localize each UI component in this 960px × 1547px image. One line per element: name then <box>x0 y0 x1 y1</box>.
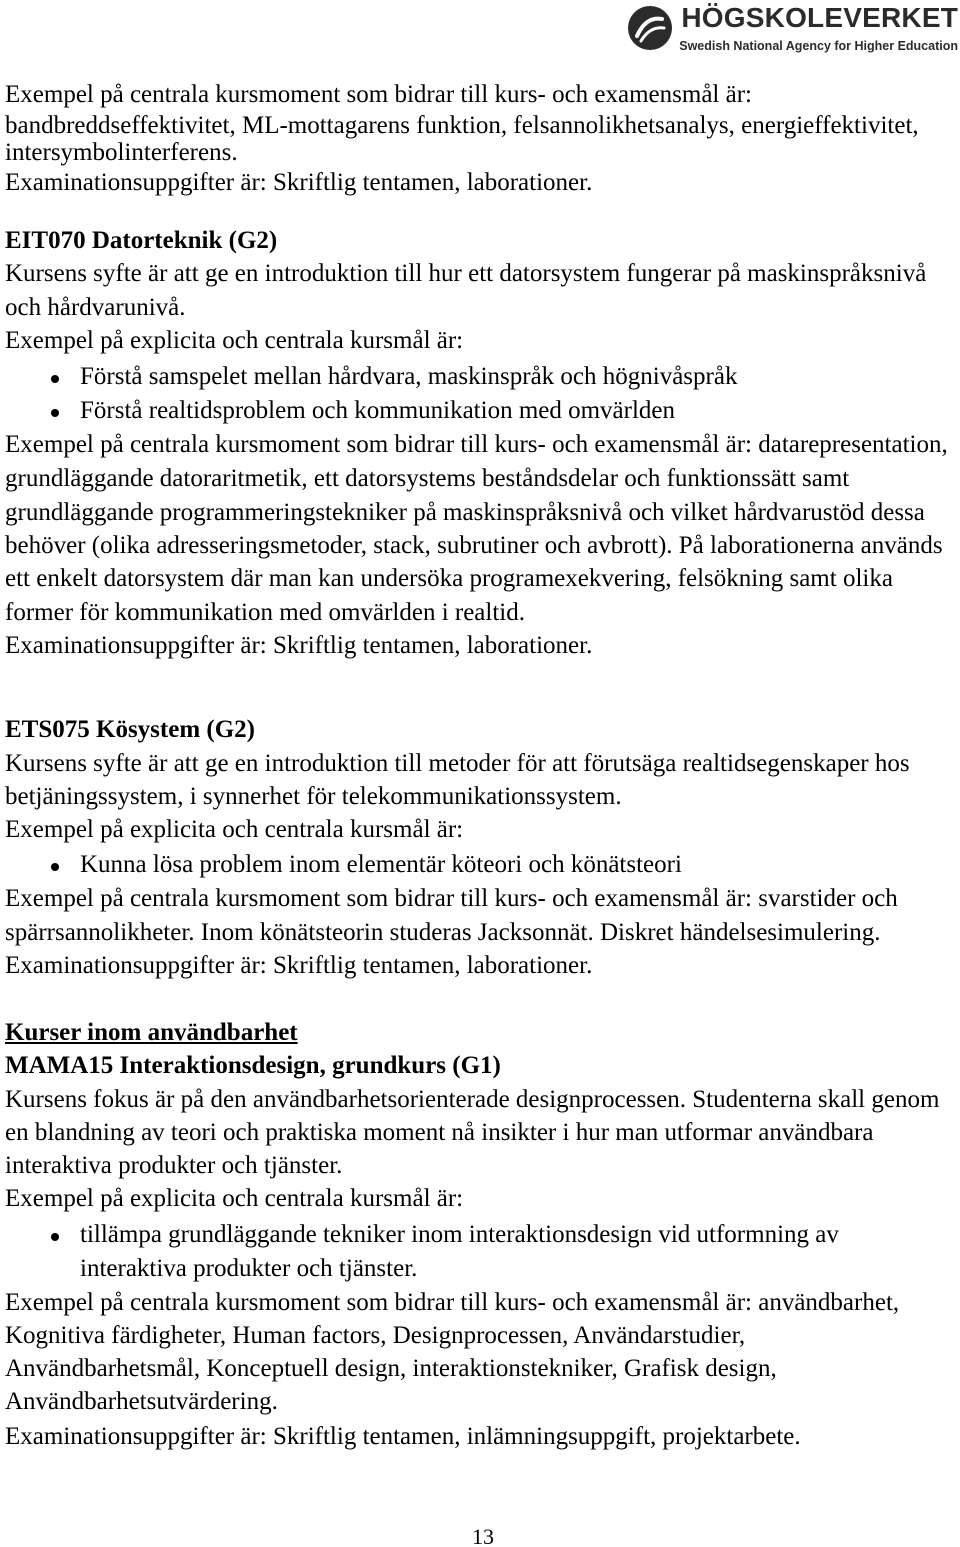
course-moments-line: Exempel på centrala kursmoment som bidrar till kurs- och examensmål är: användbarhet, <box>5 1289 900 1316</box>
course-exam-line: Examinationsuppgifter är: Skriftlig tentamen, laborationer. <box>5 952 593 979</box>
bullet-icon <box>51 1233 59 1241</box>
intro-exam-line: Examinationsuppgifter är: Skriftlig tentamen, laborationer. <box>5 169 593 196</box>
bullet-icon <box>51 375 59 383</box>
course-goal-item: tillämpa grundläggande tekniker inom interaktionsdesign vid utformning av <box>80 1221 839 1248</box>
bullet-icon <box>51 863 59 871</box>
course-purpose-line: och hårdvarunivå. <box>5 294 186 321</box>
course-moments-line: Exempel på centrala kursmoment som bidrar till kurs- och examensmål är: svarstider och <box>5 885 898 912</box>
course-purpose-line: en blandning av teori och praktiska moment nå insikter i hur man utformar användbara <box>5 1119 874 1146</box>
course-title: EIT070 Datorteknik (G2) <box>5 227 278 254</box>
logo-title: HÖGSKOLEVERKET <box>681 2 958 33</box>
section-heading: Kurser inom användbarhet <box>5 1019 298 1046</box>
course-moments-line: grundläggande datoraritmetik, ett datorsystems beståndsdelar och funktionssätt samt <box>5 465 850 492</box>
course-goals-intro: Exempel på explicita och centrala kursmål är: <box>5 1185 464 1212</box>
course-moments-line: behöver (olika adresseringsmetoder, stack, subrutiner och avbrott). På laborationerna används <box>5 532 943 559</box>
course-goal-item: Förstå realtidsproblem och kommunikation med omvärlden <box>80 397 676 424</box>
course-exam-line: Examinationsuppgifter är: Skriftlig tentamen, inlämningsuppgift, projektarbete. <box>5 1423 801 1450</box>
hogskoleverket-logo-icon <box>628 6 672 50</box>
course-goal-item: Förstå samspelet mellan hårdvara, maskinspråk och högnivåspråk <box>80 363 738 390</box>
course-moments-line: Kognitiva färdigheter, Human factors, Designprocessen, Användarstudier, <box>5 1322 746 1349</box>
course-purpose-line: interaktiva produkter och tjänster. <box>5 1152 343 1179</box>
page-number: 13 <box>472 1524 494 1547</box>
course-moments-line: grundläggande programmeringstekniker på maskinspråksnivå och vilket hårdvarustöd dessa <box>5 499 925 526</box>
course-goal-item-continuation: interaktiva produkter och tjänster. <box>80 1255 418 1282</box>
bullet-icon <box>51 409 59 417</box>
course-goal-item: Kunna lösa problem inom elementär köteori och könätsteori <box>80 851 682 878</box>
course-purpose-line: betjäningssystem, i synnerhet för telekommunikationssystem. <box>5 783 622 810</box>
course-moments-line: Användbarhetsmål, Konceptuell design, interaktionstekniker, Grafisk design, <box>5 1355 777 1382</box>
course-exam-line: Examinationsuppgifter är: Skriftlig tentamen, laborationer. <box>5 632 593 659</box>
course-purpose-line: Kursens syfte är att ge en introduktion till metoder för att förutsäga realtidsegenskaper hos <box>5 750 910 777</box>
course-moments-line: Användbarhetsutvärdering. <box>5 1388 278 1415</box>
course-moments-line: former för kommunikation med omvärlden i realtid. <box>5 599 525 626</box>
intro-line: intersymbolinterferens. <box>5 139 238 166</box>
course-goals-intro: Exempel på explicita och centrala kursmål är: <box>5 327 464 354</box>
intro-line: bandbreddseffektivitet, ML-mottagarens funktion, felsannolikhetsanalys, energieffektivitet, <box>5 112 919 139</box>
course-goals-intro: Exempel på explicita och centrala kursmål är: <box>5 816 464 843</box>
course-title: MAMA15 Interaktionsdesign, grundkurs (G1) <box>5 1052 501 1079</box>
intro-line: Exempel på centrala kursmoment som bidrar till kurs- och examensmål är: <box>5 81 752 108</box>
course-moments-line: ett enkelt datorsystem där man kan undersöka programexekvering, felsökning samt olika <box>5 565 893 592</box>
course-moments-line: spärrsannolikheter. Inom könätsteorin studeras Jacksonnät. Diskret händelsesimulering. <box>5 919 881 946</box>
course-moments-line: Exempel på centrala kursmoment som bidrar till kurs- och examensmål är: datarepresentation, <box>5 431 948 458</box>
logo-subtitle: Swedish National Agency for Higher Education <box>679 39 958 53</box>
course-title: ETS075 Kösystem (G2) <box>5 716 255 743</box>
course-purpose-line: Kursens syfte är att ge en introduktion till hur ett datorsystem fungerar på maskinspråksnivå <box>5 260 927 287</box>
course-purpose-line: Kursens fokus är på den användbarhetsorienterade designprocessen. Studenterna skall genom <box>5 1086 940 1113</box>
